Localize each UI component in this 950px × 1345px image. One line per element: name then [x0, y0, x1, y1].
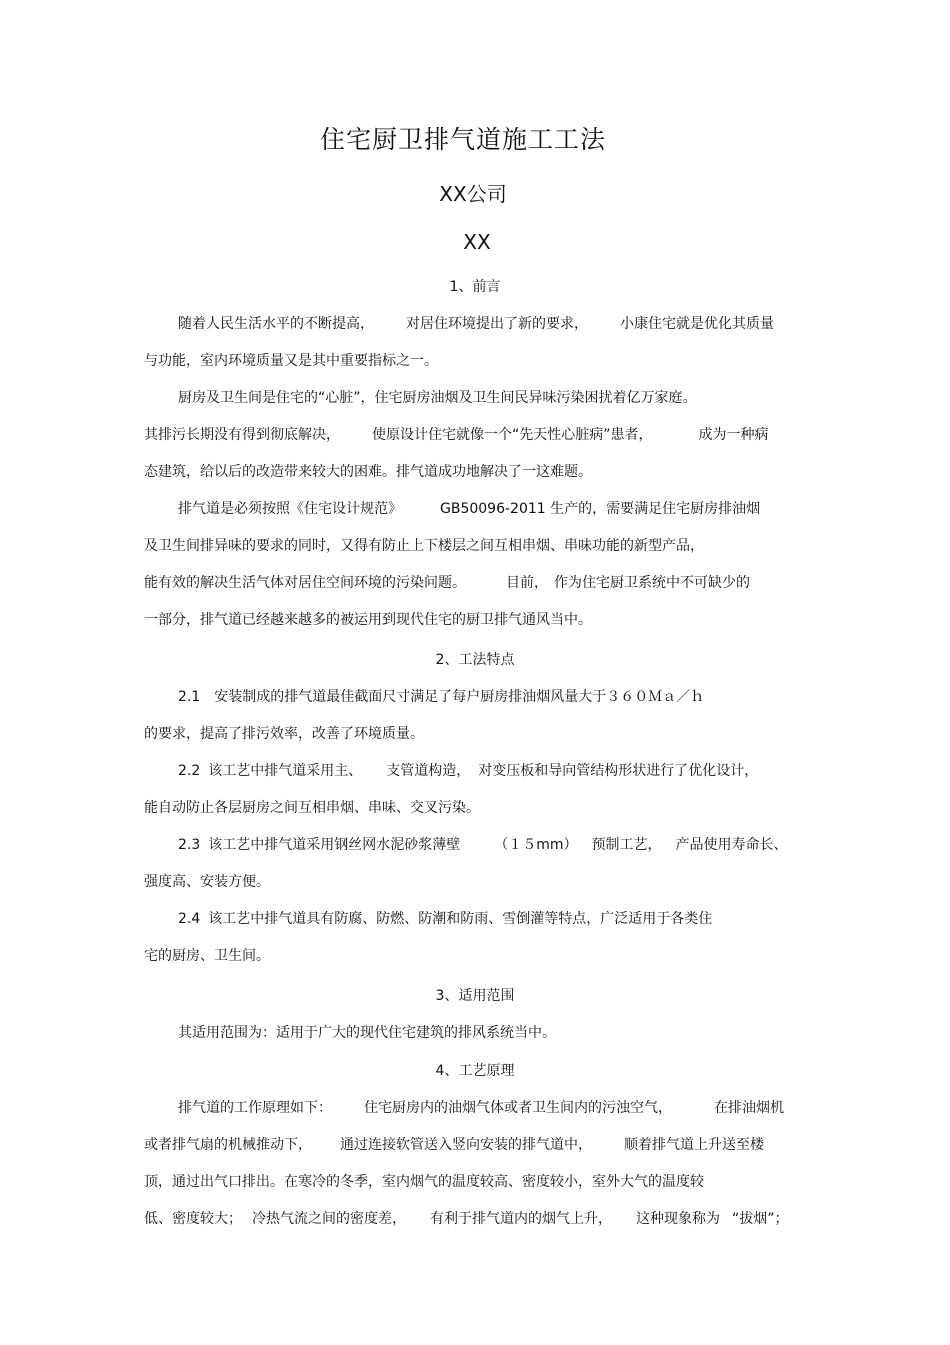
- paragraph-line: [178, 760, 758, 780]
- text-span: 有利于排气道内的烟气上升，: [430, 1211, 612, 1227]
- paragraph-line: [178, 834, 788, 854]
- text-span: 顺着排气道上升送至楼: [624, 1137, 764, 1153]
- item-number: 2.3: [178, 837, 201, 853]
- paragraph-line: [144, 424, 769, 444]
- paragraph-line: [144, 1134, 764, 1154]
- text-span: 目前，: [506, 575, 548, 591]
- text-span: 小康住宅就是优化其质量: [620, 316, 774, 332]
- section-heading-preface: 1、前言: [449, 279, 501, 295]
- text-span: 该工艺中排气道具有防腐、防燃、防潮和防雨、雪倒灌等特点，广泛适用于各类住: [208, 911, 713, 927]
- text-span: （１５mm）: [494, 837, 578, 853]
- author-name: XX: [463, 230, 491, 254]
- paragraph-line: 宅的厨房、卫生间。: [144, 948, 270, 964]
- item-number: 2.1: [178, 689, 201, 705]
- text-span: 随着人民生活水平的不断提高，: [178, 316, 374, 332]
- paragraph-line: 一部分，排气道已经越来越多的被运用到现代住宅的厨卫排气通风当中。: [144, 612, 592, 628]
- text-span: 支管道构造，: [386, 763, 471, 779]
- text-span: 该工艺中排气道采用主、: [208, 763, 363, 779]
- text-span: 能有效的解决生活气体对居住空间环境的污染问题。: [144, 575, 466, 591]
- paragraph-line: [178, 498, 760, 518]
- text-span: 该工艺中排气道采用钢丝网水泥砂浆薄壁: [208, 837, 461, 853]
- document-title: 住宅厨卫排气道施工工法: [319, 125, 606, 154]
- section-heading-principle: 4、工艺原理: [435, 1063, 515, 1079]
- text-span: 排气道是必须按照《住宅设计规范》: [178, 501, 402, 517]
- paragraph-line: 的要求，提高了排污效率，改善了环境质量。: [144, 726, 424, 742]
- paragraph-line: 态建筑，给以后的改造带来较大的困难。排气道成功地解决了一这难题。: [144, 464, 592, 480]
- text-span: 低、密度较大；: [144, 1211, 242, 1227]
- paragraph-line: [144, 1208, 789, 1228]
- text-span: 冷热气流之间的密度差，: [252, 1211, 406, 1227]
- text-span: 安装制成的排气道最佳截面尺寸满足了每户厨房排油烟风量大于３６０Ｍａ／ｈ: [214, 689, 705, 705]
- text-span: GB50096-2011 生产的，需要满足住宅厨房排油烟: [440, 501, 761, 517]
- paragraph-line: [178, 686, 704, 706]
- paragraph-line: 及卫生间排异味的要求的同时，又得有防止上下楼层之间互相串烟、串味功能的新型产品，: [144, 538, 704, 554]
- paragraph-line: 能自动防止各层厨房之间互相串烟、串味、交叉污染。: [144, 800, 480, 816]
- text-span: 住宅厨房内的油烟气体或者卫生间内的污浊空气，: [364, 1100, 672, 1116]
- paragraph-line: 厨房及卫生间是住宅的“心脏”，住宅厨房油烟及卫生间民异味污染困扰着亿万家庭。: [178, 390, 697, 406]
- section-heading-scope: 3、适用范围: [435, 988, 515, 1004]
- text-span: 预制工艺，: [591, 837, 662, 853]
- paragraph-line: [178, 313, 774, 333]
- paragraph-line: 其适用范围为：适用于广大的现代住宅建筑的排风系统当中。: [178, 1025, 556, 1041]
- text-span: 产品使用寿命长、: [675, 837, 788, 853]
- item-number: 2.4: [178, 911, 201, 927]
- text-span: 使原设计住宅就像一个“先天性心脏病”患者，: [372, 427, 653, 443]
- text-span: 成为一种病: [698, 427, 769, 443]
- text-span: “拔烟”；: [732, 1211, 789, 1227]
- text-span: 在排油烟机: [714, 1100, 784, 1116]
- text-span: 对变压板和导向管结构形状进行了优化设计，: [478, 763, 759, 779]
- paragraph-line: [178, 908, 712, 928]
- text-span: 排气道的工作原理如下：: [178, 1100, 332, 1116]
- section-heading-features: 2、工法特点: [435, 652, 515, 668]
- paragraph-line: [144, 572, 750, 592]
- text-span: 作为住宅厨卫系统中不可缺少的: [554, 575, 750, 591]
- paragraph-line: 顶，通过出气口排出。在寒冷的冬季，室内烟气的温度较高、密度较小，室外大气的温度较: [144, 1174, 704, 1190]
- text-span: 通过连接软管送入竖向安装的排气道中，: [340, 1137, 592, 1153]
- text-span: 其排污长期没有得到彻底解决，: [144, 427, 340, 443]
- text-span: 或者排气扇的机械推动下，: [144, 1137, 312, 1153]
- text-span: 这种现象称为: [636, 1211, 720, 1227]
- company-name: XX公司: [439, 182, 507, 206]
- item-number: 2.2: [178, 763, 201, 779]
- text-span: 对居住环境提出了新的要求，: [406, 316, 588, 332]
- paragraph-line: 与功能，室内环境质量又是其中重要指标之一。: [144, 353, 438, 369]
- paragraph-line: 强度高、安装方便。: [144, 874, 270, 890]
- paragraph-line: [178, 1097, 784, 1117]
